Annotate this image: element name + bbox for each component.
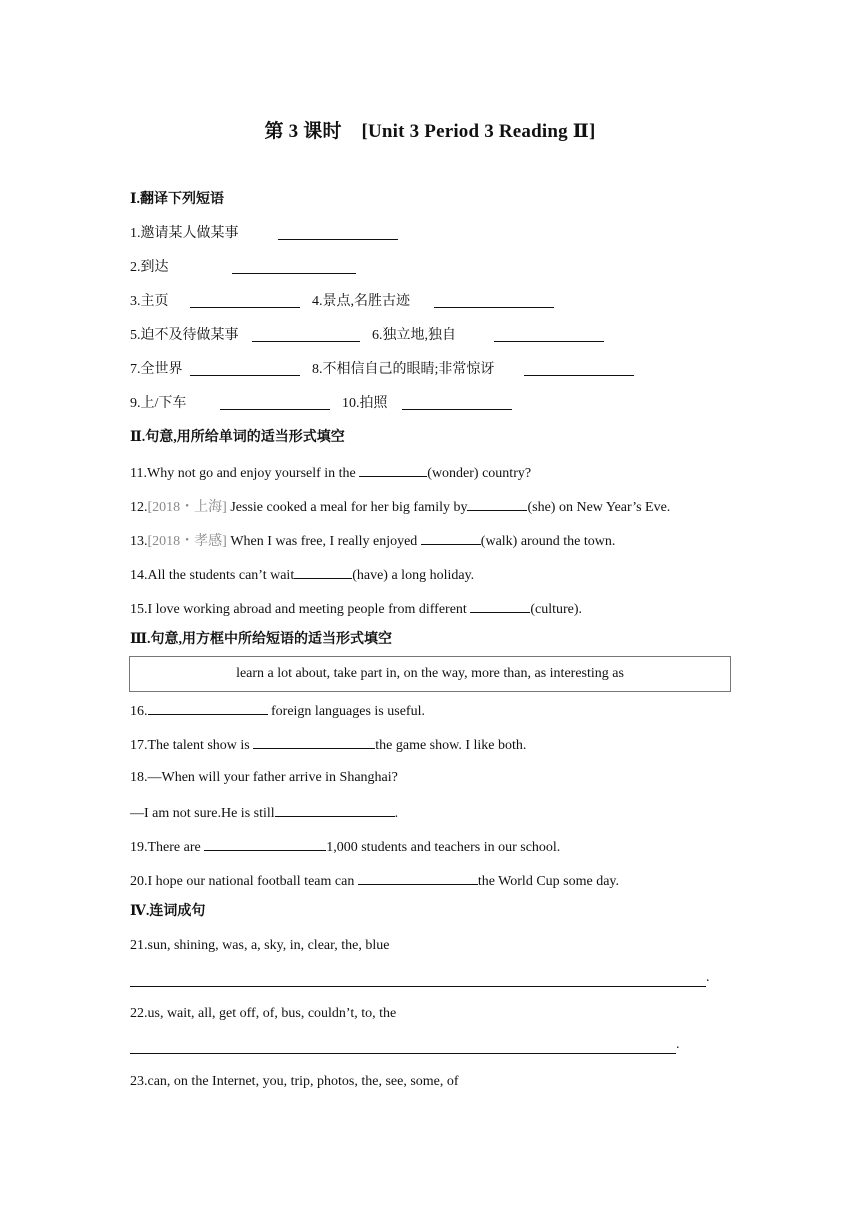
q1-blank[interactable]	[278, 225, 398, 240]
q19-text: 19.There are	[130, 840, 201, 855]
q12-number: 12.	[130, 500, 148, 515]
q2-blank[interactable]	[232, 259, 356, 274]
q10-blank[interactable]	[402, 395, 512, 410]
q7-text: 7.全世界	[130, 362, 183, 377]
q11-blank[interactable]	[359, 462, 427, 477]
q13-number: 13.	[130, 534, 148, 549]
q5-blank[interactable]	[252, 327, 360, 342]
q9-text: 9.上/下车	[130, 396, 187, 411]
q11-text: 11.Why not go and enjoy yourself in the	[130, 466, 356, 481]
q9-blank[interactable]	[220, 395, 330, 410]
q8-blank[interactable]	[524, 361, 634, 376]
q15-blank[interactable]	[470, 598, 530, 613]
question-14	[130, 564, 474, 586]
section-4-heading: Ⅳ.连词成句	[130, 904, 206, 919]
q7-blank[interactable]	[190, 361, 300, 376]
question-5	[130, 326, 239, 346]
question-8	[312, 360, 494, 380]
q22-answer-line[interactable]	[130, 1052, 676, 1054]
q17-text-end: the game show. I like both.	[375, 738, 527, 753]
q16-text: foreign languages is useful.	[267, 704, 425, 719]
q4-blank[interactable]	[434, 293, 554, 308]
q6-blank[interactable]	[494, 327, 604, 342]
question-12	[130, 496, 670, 518]
question-10	[342, 394, 388, 414]
question-22: 22.us, wait, all, get off, of, bus, couldn’t, to, the	[130, 1006, 397, 1021]
q20-blank[interactable]	[358, 870, 478, 885]
q8-text: 8.不相信自己的眼睛;非常惊讶	[312, 362, 495, 377]
question-1	[130, 224, 239, 244]
q12-source: [2018・上海]	[147, 500, 227, 515]
question-16	[130, 700, 425, 722]
question-18-answer	[130, 802, 398, 824]
q21-period: .	[706, 970, 710, 985]
q3-text: 3.主页	[130, 294, 169, 309]
q15-hint: (culture).	[530, 602, 583, 617]
q13-source: [2018・孝感]	[147, 534, 227, 549]
q15-text: 15.I love working abroad and meeting people from different	[130, 602, 467, 617]
q2-text: 2.到达	[130, 260, 169, 275]
q12-hint: (she) on New Year’s Eve.	[527, 500, 671, 515]
phrase-box	[129, 656, 731, 692]
q13-text: When I was free, I really enjoyed	[226, 534, 418, 549]
q13-blank[interactable]	[421, 530, 481, 545]
page-title: 第 3 课时 [Unit 3 Period 3 Reading Ⅱ]	[264, 121, 596, 142]
question-18	[130, 768, 398, 788]
question-17	[130, 734, 526, 756]
q14-hint: (have) a long holiday.	[352, 568, 475, 583]
question-4	[312, 292, 410, 312]
question-23: 23.can, on the Internet, you, trip, photos, the, see, some, of	[130, 1074, 459, 1089]
question-6	[372, 326, 456, 346]
phrase-box-text: learn a lot about, take part in, on the way, more than, as interesting as	[236, 666, 624, 681]
q11-hint: (wonder) country?	[427, 466, 532, 481]
question-3	[130, 292, 169, 312]
q13-hint: (walk) around the town.	[480, 534, 616, 549]
question-20	[130, 870, 619, 892]
q17-text: 17.The talent show is	[130, 738, 250, 753]
q21-answer-line[interactable]	[130, 985, 706, 987]
question-11	[130, 462, 531, 484]
q22-period: .	[676, 1037, 680, 1052]
q16-blank[interactable]	[148, 700, 268, 715]
question-19	[130, 836, 560, 858]
q18-blank[interactable]	[275, 802, 395, 817]
question-2	[130, 258, 169, 278]
q1-text: 1.邀请某人做某事	[130, 226, 239, 241]
question-13	[130, 530, 615, 552]
q12-blank[interactable]	[467, 496, 527, 511]
question-7	[130, 360, 183, 380]
q18-question: 18.—When will your father arrive in Shanghai?	[130, 770, 398, 785]
question-15	[130, 598, 582, 620]
question-9	[130, 394, 186, 414]
q20-text: 20.I hope our national football team can	[130, 874, 355, 889]
q6-text: 6.独立地,独自	[372, 328, 456, 343]
q17-blank[interactable]	[253, 734, 375, 749]
q19-text-end: 1,000 students and teachers in our school.	[326, 840, 561, 855]
q10-text: 10.拍照	[342, 396, 388, 411]
question-21: 21.sun, shining, was, a, sky, in, clear, the, blue	[130, 938, 390, 953]
q19-blank[interactable]	[204, 836, 326, 851]
section-2-heading: Ⅱ.句意,用所给单词的适当形式填空	[130, 430, 345, 445]
q4-text: 4.景点,名胜古迹	[312, 294, 410, 309]
q14-blank[interactable]	[294, 564, 352, 579]
q14-text: 14.All the students can’t wait	[130, 568, 295, 583]
q20-text-end: the World Cup some day.	[477, 874, 620, 889]
q18-answer: —I am not sure.He is still	[130, 806, 275, 821]
section-1-heading: Ⅰ.翻译下列短语	[130, 192, 225, 207]
section-3-heading: Ⅲ.句意,用方框中所给短语的适当形式填空	[130, 632, 393, 647]
q5-text: 5.迫不及待做某事	[130, 328, 239, 343]
q3-blank[interactable]	[190, 293, 300, 308]
q18-period: .	[394, 806, 399, 821]
q12-text: Jessie cooked a meal for her big family by	[226, 500, 468, 515]
q16-number: 16.	[130, 704, 148, 719]
